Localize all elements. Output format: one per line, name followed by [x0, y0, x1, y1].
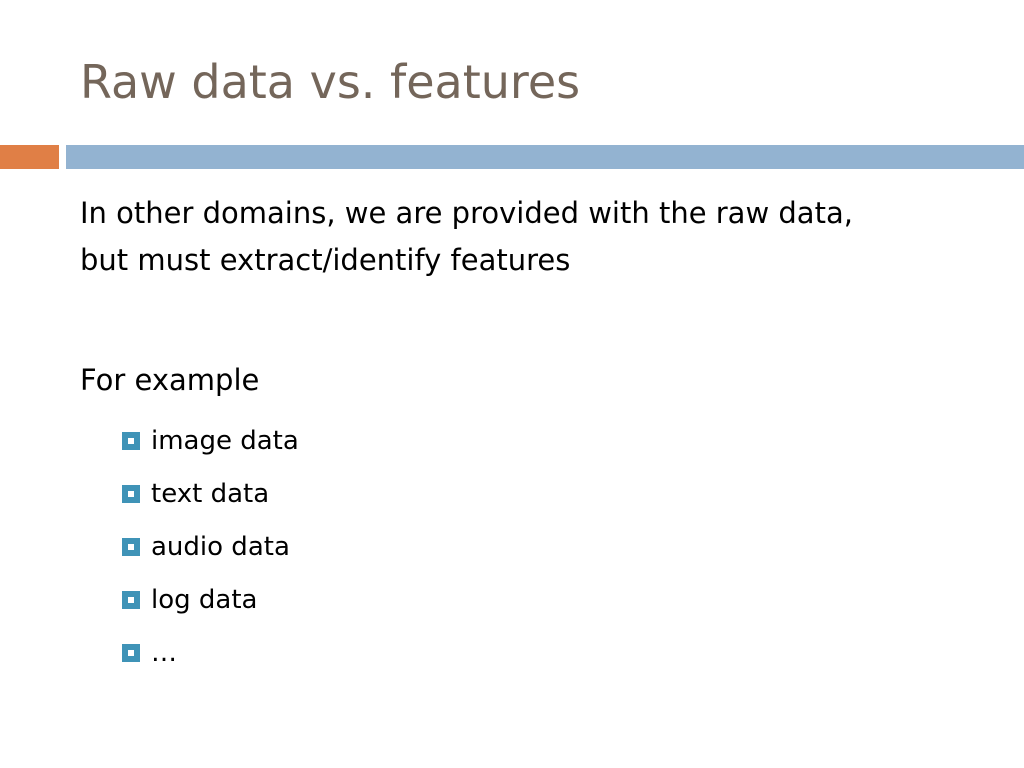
list-item	[122, 626, 299, 679]
list-item	[122, 573, 299, 626]
bullet-list	[122, 414, 299, 679]
body-paragraph	[80, 190, 990, 284]
bullet-text: log data	[151, 584, 258, 615]
body-line: but must extract/identify features	[80, 243, 571, 277]
body-line: In other domains, we are provided with the raw data,	[80, 196, 853, 230]
list-item	[122, 414, 299, 467]
square-bullet-icon	[122, 432, 140, 450]
square-bullet-icon	[122, 644, 140, 662]
bullet-text: audio data	[151, 531, 290, 562]
square-bullet-icon	[122, 485, 140, 503]
square-bullet-icon	[122, 591, 140, 609]
bullet-text: …	[151, 637, 177, 668]
square-bullet-icon	[122, 538, 140, 556]
example-heading: For example	[80, 363, 260, 397]
accent-bar-orange	[0, 145, 59, 169]
list-item	[122, 467, 299, 520]
bullet-text: image data	[151, 425, 299, 456]
accent-bar-blue	[66, 145, 1024, 169]
slide-title: Raw data vs. features	[80, 55, 581, 109]
list-item	[122, 520, 299, 573]
bullet-text: text data	[151, 478, 270, 509]
